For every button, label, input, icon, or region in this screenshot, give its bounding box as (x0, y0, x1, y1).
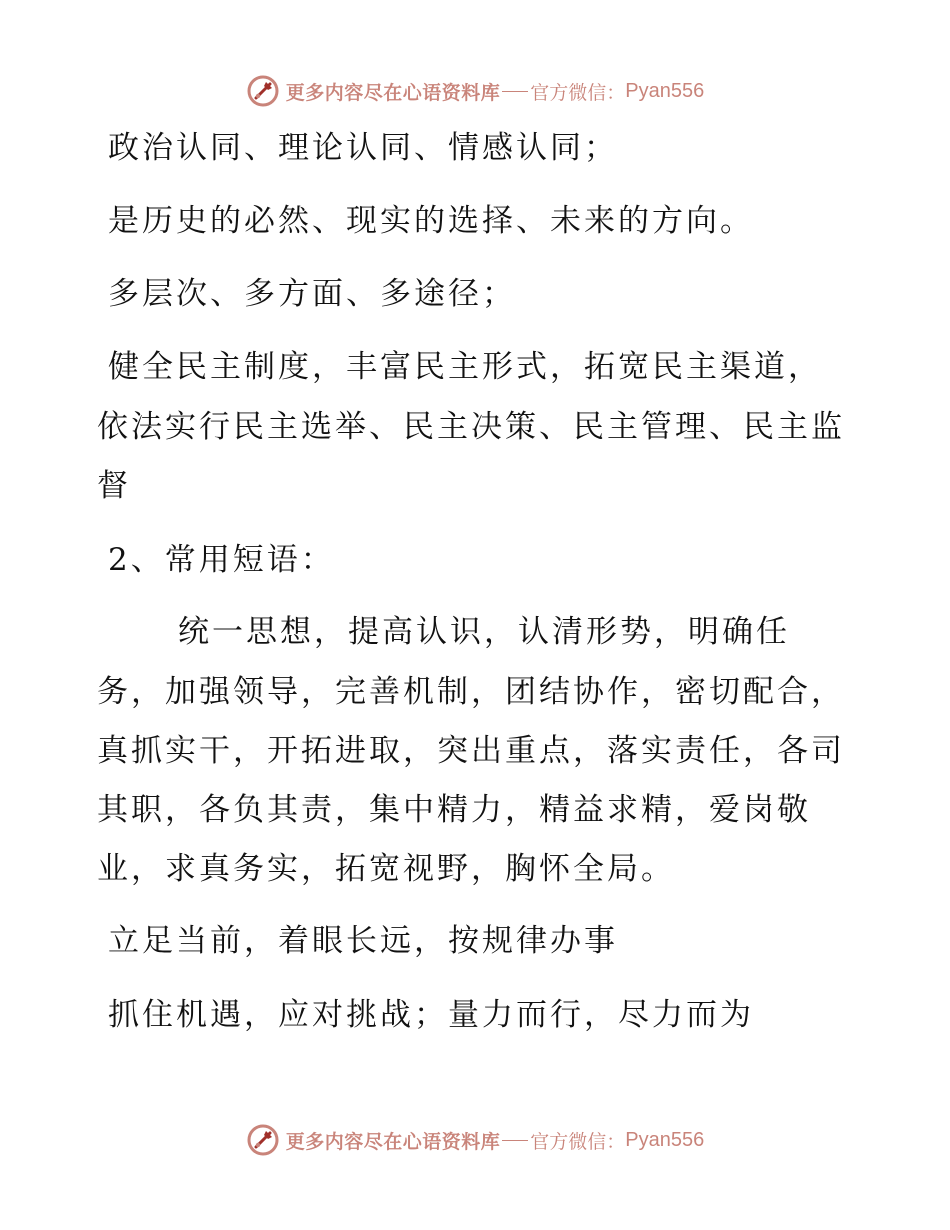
watermark-separator (502, 91, 528, 92)
text-line: 政治认同、理论认同、情感认同； (108, 130, 618, 166)
seal-logo-icon (246, 1123, 280, 1157)
watermark-wechat-id: Pyan556 (625, 79, 705, 102)
section-heading: 2、常用短语： (108, 542, 335, 578)
watermark-wechat-id: Pyan556 (625, 1128, 705, 1151)
watermark-text: 更多内容尽在心语资料库 (285, 81, 501, 104)
text-line: 真抓实干，开拓进取，突出重点，落实责任，各司 (97, 733, 845, 769)
footer-watermark (0, 1120, 950, 1160)
watermark-text: 更多内容尽在心语资料库 (285, 1130, 501, 1153)
text-line: 抓住机遇，应对挑战；量力而行，尽力而为 (108, 997, 754, 1033)
text-line: 督 (97, 468, 131, 504)
text-line: 其职，各负其责，集中精力，精益求精，爱岗敬 (97, 792, 811, 828)
text-line: 业，求真务实，拓宽视野，胸怀全局。 (97, 851, 675, 887)
watermark-wechat-label: 官方微信： (530, 1130, 626, 1153)
text-line: 统一思想，提高认识，认清形势，明确任 (178, 614, 790, 650)
watermark-separator (502, 1140, 528, 1141)
text-line: 立足当前，着眼长远，按规律办事 (108, 923, 618, 959)
text-line: 依法实行民主选举、民主决策、民主管理、民主监 (97, 409, 845, 445)
text-line: 务，加强领导，完善机制，团结协作，密切配合， (97, 674, 845, 710)
header-watermark (0, 71, 950, 111)
text-line: 健全民主制度，丰富民主形式，拓宽民主渠道， (108, 349, 822, 385)
text-line: 多层次、多方面、多途径； (108, 276, 516, 312)
watermark-wechat-label: 官方微信： (530, 81, 626, 104)
seal-logo-icon (246, 74, 280, 108)
text-line: 是历史的必然、现实的选择、未来的方向。 (108, 203, 754, 239)
